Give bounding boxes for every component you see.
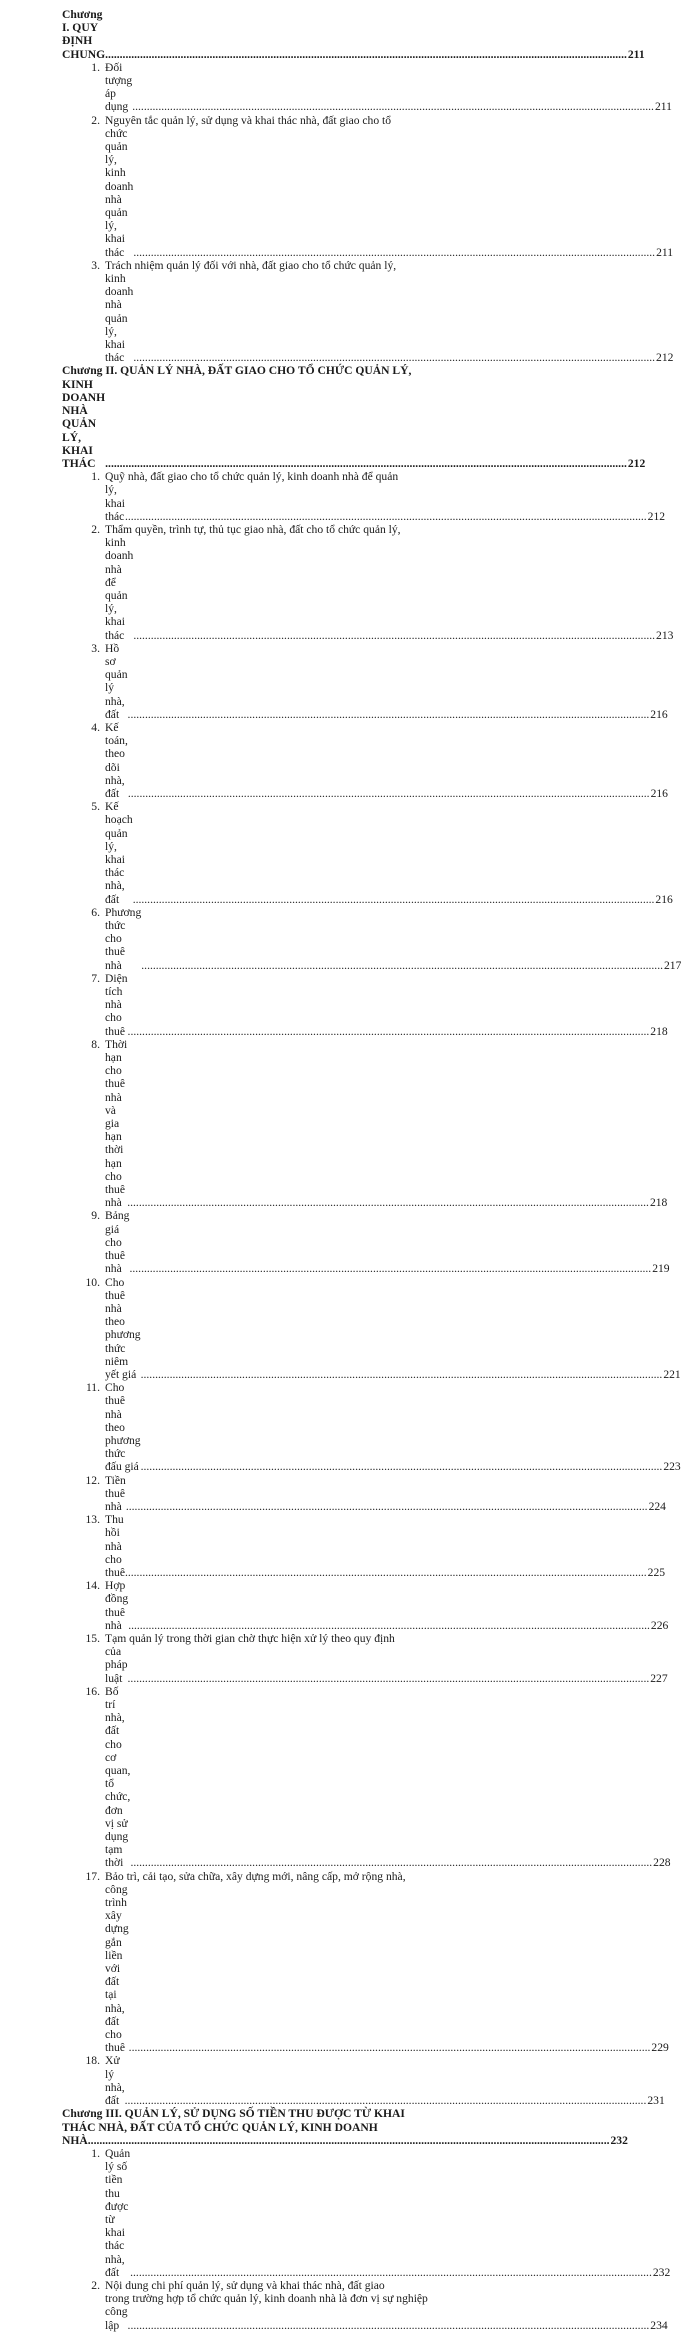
page-number: 211 xyxy=(656,245,674,259)
item-text: Cho thuê nhà theo phương thức đấu giá xyxy=(105,1381,141,1474)
item-text: kinh doanh nhà để quản lý, khai thác xyxy=(105,536,134,642)
toc-item xyxy=(62,1209,670,1276)
page-number: 212 xyxy=(627,456,646,470)
item-number: 18. xyxy=(85,2054,100,2068)
page-number: 218 xyxy=(649,1196,668,1210)
toc-item xyxy=(62,522,674,642)
item-number: 1. xyxy=(91,470,100,484)
page-number: 211 xyxy=(627,47,645,61)
item-text: Hồ sơ quản lý nhà, đất xyxy=(105,641,128,721)
toc-item xyxy=(62,1579,669,1632)
leader-dots xyxy=(141,1368,663,1381)
chapter-title: Chương I. QUY ĐỊNH CHUNG xyxy=(62,8,106,61)
leader-dots xyxy=(127,1196,649,1209)
chapter-1-heading xyxy=(62,8,645,61)
item-number: 1. xyxy=(91,60,100,74)
leader-dots xyxy=(129,2041,651,2054)
item-text: của pháp luật xyxy=(105,1645,128,1685)
page-number: 218 xyxy=(650,1024,668,1038)
page-number: 221 xyxy=(663,1367,681,1381)
page-number: 232 xyxy=(610,2133,628,2147)
leader-dots xyxy=(125,1566,647,1579)
leader-dots xyxy=(88,2134,610,2147)
item-number: 11. xyxy=(85,1381,100,1395)
item-number: 6. xyxy=(91,905,100,919)
toc-item xyxy=(62,60,672,114)
item-number: 5. xyxy=(91,800,100,814)
toc-item xyxy=(62,641,668,721)
item-text: Thẩm quyền, trình tự, thủ tục giao nhà, đất cho tổ chức quản lý, xyxy=(105,522,401,536)
page-number: 212 xyxy=(656,351,674,365)
leader-dots xyxy=(128,708,650,721)
page-number: 226 xyxy=(650,1618,669,1632)
item-text: kinh doanh nhà quản lý, khai thác xyxy=(105,272,134,365)
item-text: Tiền thuê nhà xyxy=(105,1473,126,1513)
page-number: 223 xyxy=(663,1460,681,1474)
leader-dots xyxy=(128,1672,650,1685)
toc-item xyxy=(62,1381,681,1474)
toc-item xyxy=(62,1275,681,1382)
item-text: Tạm quản lý trong thời gian chờ thực hiện xử lý theo quy định xyxy=(105,1631,395,1645)
leader-dots xyxy=(128,1619,650,1632)
leader-dots xyxy=(126,1500,648,1513)
leader-dots xyxy=(133,351,655,364)
toc-item xyxy=(62,113,674,259)
page-number: 227 xyxy=(650,1671,668,1685)
page-number: 216 xyxy=(655,892,673,906)
item-text: Bảo trì, cải tạo, sửa chữa, xây dựng mới, nâng cấp, mở rộng nhà, xyxy=(105,1869,406,1883)
item-number: 2. xyxy=(91,2278,100,2292)
page-number: 211 xyxy=(654,100,672,114)
toc-item xyxy=(62,1037,668,1210)
leader-dots xyxy=(133,246,655,259)
item-text: Quản lý số tiền thu được từ khai thác nhà, đất xyxy=(105,2146,131,2279)
item-number: 4. xyxy=(91,720,100,734)
leader-dots xyxy=(130,2266,652,2279)
item-text: Phương thức cho thuê nhà xyxy=(105,905,142,972)
page-number: 213 xyxy=(656,628,674,642)
toc-item xyxy=(62,2278,668,2332)
item-text: Nguyên tắc quản lý, sử dụng và khai thác nhà, đất giao cho tổ xyxy=(105,113,392,127)
item-text: công lập xyxy=(105,2305,128,2332)
toc-item xyxy=(62,2146,671,2279)
chapter-2-heading xyxy=(62,364,646,470)
page-number: 231 xyxy=(647,2094,665,2108)
item-text: lý, khai thác xyxy=(105,483,125,523)
toc-item xyxy=(62,1513,666,1579)
leader-dots xyxy=(133,629,655,642)
table-of-contents xyxy=(62,8,681,2332)
toc-item xyxy=(62,800,673,906)
item-number: 10. xyxy=(85,1275,100,1289)
chapter-title: Chương III. QUẢN LÝ, SỬ DỤNG SỐ TIỀN THU ĐƯỢC TỪ KHAI xyxy=(62,2107,405,2121)
item-number: 15. xyxy=(85,1631,100,1645)
item-number: 14. xyxy=(85,1579,100,1593)
page-number: 228 xyxy=(653,1856,671,1870)
item-number: 7. xyxy=(91,971,100,985)
leader-dots xyxy=(141,1460,663,1473)
leader-dots xyxy=(128,787,650,800)
toc-item xyxy=(62,1631,668,1685)
item-text: Quỹ nhà, đất giao cho tổ chức quản lý, kinh doanh nhà để quản xyxy=(105,470,399,484)
toc-item xyxy=(62,470,666,523)
chapter-title: NHÀ xyxy=(62,2133,88,2147)
leader-dots xyxy=(128,1025,650,1038)
item-number: 1. xyxy=(91,2146,100,2160)
page-number: 219 xyxy=(652,1262,670,1276)
item-number: 3. xyxy=(91,641,100,655)
leader-dots xyxy=(128,2319,650,2332)
item-number: 16. xyxy=(85,1684,100,1698)
chapter-title: KINH DOANH NHÀ QUẢN LÝ, KHAI THÁC xyxy=(62,377,106,470)
item-text: Kế toán, theo dõi nhà, đất xyxy=(105,720,128,800)
chapter-title: THÁC NHÀ, ĐẤT CỦA TỔ CHỨC QUẢN LÝ, KINH DOANH xyxy=(62,2120,378,2134)
leader-dots xyxy=(105,457,627,470)
leader-dots xyxy=(132,100,654,113)
item-text: Cho thuê nhà theo phương thức niêm yết giá xyxy=(105,1275,141,1381)
item-text: Bảng giá cho thuê nhà xyxy=(105,1209,130,1276)
item-text: Xử lý nhà, đất xyxy=(105,2054,125,2108)
leader-dots xyxy=(130,1856,652,1869)
page-number: 232 xyxy=(652,2265,671,2279)
toc-item xyxy=(62,2054,665,2108)
page-number: 216 xyxy=(650,707,668,721)
item-text: Nội dung chi phí quản lý, sử dụng và khai thác nhà, đất giao xyxy=(105,2278,385,2292)
page-number: 229 xyxy=(651,2041,669,2055)
page-number: 216 xyxy=(650,786,668,800)
item-text: Trách nhiệm quản lý đối với nhà, đất giao cho tổ chức quản lý, xyxy=(105,258,397,272)
item-text: chức quản lý, kinh doanh nhà quản lý, khai thác xyxy=(105,126,134,259)
chapter-title: Chương II. QUẢN LÝ NHÀ, ĐẤT GIAO CHO TỔ CHỨC QUẢN LÝ, xyxy=(62,364,412,378)
toc-item xyxy=(62,258,674,365)
item-text: Kế hoạch quản lý, khai thác nhà, đất xyxy=(105,800,133,906)
item-number: 2. xyxy=(91,113,100,127)
item-text: trong trường hợp tổ chức quản lý, kinh doanh nhà là đơn vị sự nghiệp xyxy=(105,2292,428,2306)
leader-dots xyxy=(133,893,655,906)
item-number: 2. xyxy=(91,522,100,536)
toc-item xyxy=(62,1869,669,2055)
item-number: 3. xyxy=(91,258,100,272)
item-text: Diện tích nhà cho thuê xyxy=(105,971,128,1038)
item-text: Đối tượng áp dụng xyxy=(105,60,133,114)
page-number: 234 xyxy=(650,2318,668,2332)
item-text: Thời hạn cho thuê nhà và gia hạn thời hạn cho thuê nhà xyxy=(105,1037,128,1210)
leader-dots xyxy=(125,2094,647,2107)
chapter-3-heading xyxy=(62,2107,628,2147)
item-number: 13. xyxy=(85,1513,100,1527)
page-number: 217 xyxy=(663,958,681,972)
toc-item xyxy=(62,720,668,800)
item-text: Bố trí nhà, đất cho cơ quan, tổ chức, đơn vị sử dụng tạm thời xyxy=(105,1684,131,1870)
leader-dots xyxy=(125,510,647,523)
leader-dots xyxy=(141,959,663,972)
item-number: 12. xyxy=(85,1473,100,1487)
toc-item xyxy=(62,1684,671,1870)
leader-dots xyxy=(105,48,627,61)
toc-item xyxy=(62,1473,666,1514)
page-number: 224 xyxy=(648,1499,666,1513)
item-text: Hợp đồng thuê nhà xyxy=(105,1579,129,1632)
item-text: Thu hồi nhà cho thuê xyxy=(105,1513,125,1579)
item-text: công trình xây dựng gắn liền với đất tại nhà, đất cho thuê xyxy=(105,1882,129,2055)
item-number: 17. xyxy=(85,1869,100,1883)
page-number: 212 xyxy=(647,509,666,523)
page-number: 225 xyxy=(647,1565,666,1579)
item-number: 9. xyxy=(91,1209,100,1223)
item-number: 8. xyxy=(91,1037,100,1051)
toc-item xyxy=(62,971,668,1038)
leader-dots xyxy=(129,1262,651,1275)
toc-item xyxy=(62,905,681,972)
